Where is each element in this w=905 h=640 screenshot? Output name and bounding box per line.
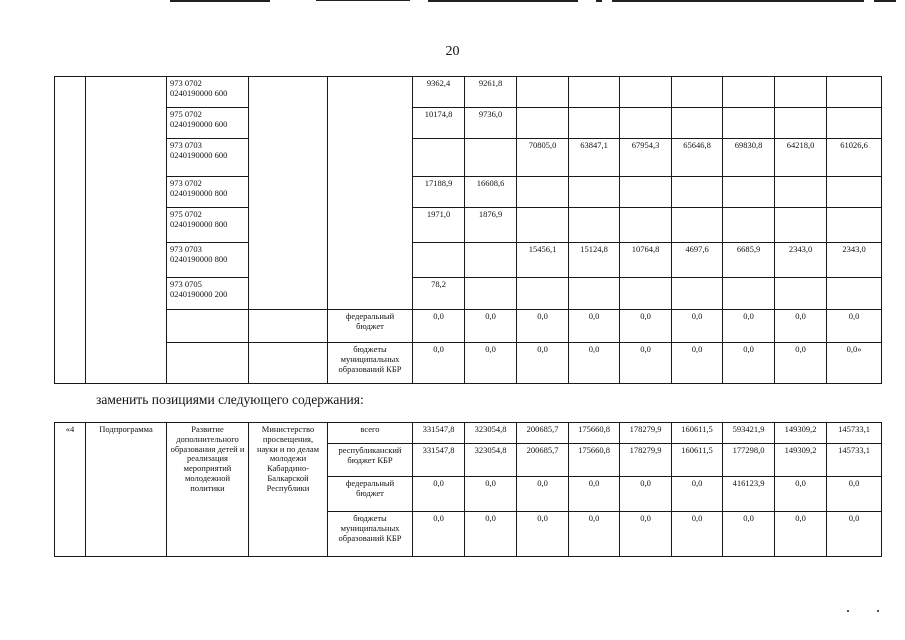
value-cell bbox=[465, 278, 517, 310]
budget-code: 973 0702 0240190000 600 bbox=[167, 77, 249, 108]
value-cell: 1971,0 bbox=[413, 208, 465, 243]
table-row bbox=[55, 77, 882, 108]
value-cell: 416123,9 bbox=[723, 477, 775, 512]
value-cell: 17188,9 bbox=[413, 177, 465, 208]
value-cell bbox=[620, 77, 672, 108]
value-cell: 0,0 bbox=[465, 310, 517, 343]
value-cell: 0,0 bbox=[517, 343, 569, 384]
value-cell bbox=[517, 77, 569, 108]
value-cell: 0,0 bbox=[465, 343, 517, 384]
value-cell bbox=[672, 108, 723, 139]
value-cell: 15124,8 bbox=[569, 243, 620, 278]
top-rule bbox=[428, 0, 578, 2]
value-cell: 593421,9 bbox=[723, 423, 775, 444]
value-cell: 0,0 bbox=[775, 512, 827, 557]
value-cell: 200685,7 bbox=[517, 444, 569, 477]
value-cell: 78,2 bbox=[413, 278, 465, 310]
funding-source: федеральный бюджет bbox=[328, 310, 413, 343]
value-cell: 0,0 bbox=[827, 477, 882, 512]
empty-cell bbox=[167, 310, 249, 343]
value-cell bbox=[517, 108, 569, 139]
value-cell: 177298,0 bbox=[723, 444, 775, 477]
value-cell: 10764,8 bbox=[620, 243, 672, 278]
budget-code: 973 0703 0240190000 800 bbox=[167, 243, 249, 278]
value-cell bbox=[723, 208, 775, 243]
table-row bbox=[55, 278, 882, 310]
value-cell: 175660,8 bbox=[569, 423, 620, 444]
value-cell: 0,0 bbox=[620, 310, 672, 343]
value-cell: 0,0 bbox=[413, 512, 465, 557]
value-cell bbox=[672, 177, 723, 208]
value-cell: 0,0 bbox=[775, 343, 827, 384]
value-cell: 178279,9 bbox=[620, 444, 672, 477]
scan-speck bbox=[877, 610, 879, 612]
funding-source: всего bbox=[328, 423, 413, 444]
value-cell: 0,0 bbox=[569, 310, 620, 343]
value-cell bbox=[620, 278, 672, 310]
value-cell: 9736,0 bbox=[465, 108, 517, 139]
value-cell bbox=[517, 278, 569, 310]
table-row bbox=[55, 208, 882, 243]
empty-cell bbox=[249, 343, 328, 384]
value-cell: 70805,0 bbox=[517, 139, 569, 177]
value-cell bbox=[569, 208, 620, 243]
budget-code: 975 0702 0240190000 800 bbox=[167, 208, 249, 243]
funding-source: бюджеты муниципальных образований КБР bbox=[328, 343, 413, 384]
value-cell: 0,0 bbox=[465, 512, 517, 557]
top-rule bbox=[612, 0, 864, 2]
value-cell bbox=[569, 77, 620, 108]
replace-phrase: заменить позициями следующего содержания: bbox=[96, 392, 364, 407]
page-number: 20 bbox=[445, 44, 460, 59]
value-cell bbox=[620, 108, 672, 139]
value-cell bbox=[827, 208, 882, 243]
value-cell bbox=[620, 208, 672, 243]
value-cell bbox=[775, 108, 827, 139]
value-cell bbox=[827, 177, 882, 208]
table-row bbox=[55, 343, 882, 384]
top-rule bbox=[170, 0, 270, 2]
value-cell: 0,0 bbox=[413, 343, 465, 384]
budget-table-top bbox=[54, 76, 882, 384]
budget-code: 975 0702 0240190000 600 bbox=[167, 108, 249, 139]
empty-cell bbox=[249, 310, 328, 343]
value-cell bbox=[672, 208, 723, 243]
value-cell bbox=[517, 177, 569, 208]
value-cell bbox=[723, 278, 775, 310]
value-cell: 2343,0 bbox=[827, 243, 882, 278]
value-cell: 10174,8 bbox=[413, 108, 465, 139]
budget-code: 973 0703 0240190000 600 bbox=[167, 139, 249, 177]
status-cell: Подпрограмма bbox=[86, 423, 167, 557]
value-cell bbox=[672, 77, 723, 108]
value-cell: 0,0 bbox=[775, 477, 827, 512]
value-cell bbox=[775, 208, 827, 243]
value-cell bbox=[827, 77, 882, 108]
value-cell bbox=[413, 243, 465, 278]
value-cell: 15456,1 bbox=[517, 243, 569, 278]
value-cell bbox=[775, 77, 827, 108]
value-cell: 67954,3 bbox=[620, 139, 672, 177]
value-cell bbox=[723, 177, 775, 208]
value-cell bbox=[465, 139, 517, 177]
value-cell: 0,0 bbox=[672, 310, 723, 343]
value-cell: 6685,9 bbox=[723, 243, 775, 278]
value-cell: 0,0 bbox=[827, 310, 882, 343]
value-cell: 0,0 bbox=[413, 477, 465, 512]
value-cell bbox=[620, 177, 672, 208]
value-cell: 0,0 bbox=[723, 512, 775, 557]
value-cell: 16608,6 bbox=[465, 177, 517, 208]
empty-cell bbox=[55, 77, 86, 384]
value-cell bbox=[569, 278, 620, 310]
budget-table-bottom bbox=[54, 422, 882, 557]
table-row bbox=[55, 243, 882, 278]
value-cell: 0,0 bbox=[517, 310, 569, 343]
value-cell: 145733,1 bbox=[827, 444, 882, 477]
value-cell: 65646,8 bbox=[672, 139, 723, 177]
value-cell: 149309,2 bbox=[775, 423, 827, 444]
value-cell: 160611,5 bbox=[672, 423, 723, 444]
empty-cell bbox=[328, 77, 413, 310]
value-cell: 0,0 bbox=[465, 477, 517, 512]
table-row bbox=[55, 423, 882, 444]
funding-source: республиканский бюджет КБР bbox=[328, 444, 413, 477]
value-cell: 0,0 bbox=[569, 512, 620, 557]
empty-cell bbox=[249, 77, 328, 310]
value-cell: 323054,8 bbox=[465, 423, 517, 444]
value-cell: 0,0» bbox=[827, 343, 882, 384]
value-cell: 0,0 bbox=[620, 343, 672, 384]
value-cell: 1876,9 bbox=[465, 208, 517, 243]
value-cell: 0,0 bbox=[672, 477, 723, 512]
value-cell bbox=[413, 139, 465, 177]
value-cell: 149309,2 bbox=[775, 444, 827, 477]
top-rule bbox=[316, 0, 410, 1]
value-cell: 323054,8 bbox=[465, 444, 517, 477]
table-row bbox=[55, 139, 882, 177]
value-cell: 0,0 bbox=[620, 512, 672, 557]
value-cell: 2343,0 bbox=[775, 243, 827, 278]
table-row bbox=[55, 108, 882, 139]
value-cell: 0,0 bbox=[672, 512, 723, 557]
row-number: «4 bbox=[55, 423, 86, 557]
funding-source: федеральный бюджет bbox=[328, 477, 413, 512]
value-cell: 0,0 bbox=[620, 477, 672, 512]
value-cell: 0,0 bbox=[775, 310, 827, 343]
empty-cell bbox=[86, 77, 167, 384]
value-cell: 64218,0 bbox=[775, 139, 827, 177]
value-cell bbox=[723, 77, 775, 108]
value-cell: 0,0 bbox=[413, 310, 465, 343]
responsible-executor: Министерство просвещения, науки и по делам молодежи Кабардино-Балкарской Республики bbox=[249, 423, 328, 557]
subprogram-name: Развитие дополнительного образования детей и реализация мероприятий молодежной политики bbox=[167, 423, 249, 557]
value-cell: 9261,8 bbox=[465, 77, 517, 108]
table-row bbox=[55, 310, 882, 343]
value-cell: 175660,8 bbox=[569, 444, 620, 477]
value-cell: 9362,4 bbox=[413, 77, 465, 108]
value-cell bbox=[569, 177, 620, 208]
value-cell: 0,0 bbox=[723, 343, 775, 384]
value-cell bbox=[569, 108, 620, 139]
value-cell: 0,0 bbox=[569, 477, 620, 512]
budget-code: 973 0702 0240190000 800 bbox=[167, 177, 249, 208]
value-cell: 160611,5 bbox=[672, 444, 723, 477]
value-cell: 145733,1 bbox=[827, 423, 882, 444]
value-cell bbox=[775, 278, 827, 310]
value-cell: 178279,9 bbox=[620, 423, 672, 444]
value-cell: 63847,1 bbox=[569, 139, 620, 177]
value-cell: 0,0 bbox=[517, 477, 569, 512]
value-cell: 61026,6 bbox=[827, 139, 882, 177]
value-cell: 0,0 bbox=[723, 310, 775, 343]
value-cell: 200685,7 bbox=[517, 423, 569, 444]
top-rule bbox=[874, 0, 896, 2]
value-cell bbox=[672, 278, 723, 310]
table-row bbox=[55, 177, 882, 208]
empty-cell bbox=[167, 343, 249, 384]
value-cell: 331547,8 bbox=[413, 423, 465, 444]
value-cell: 0,0 bbox=[517, 512, 569, 557]
funding-source: бюджеты муниципальных образований КБР bbox=[328, 512, 413, 557]
value-cell bbox=[827, 108, 882, 139]
value-cell: 4697,6 bbox=[672, 243, 723, 278]
scan-speck bbox=[847, 610, 849, 612]
value-cell: 331547,8 bbox=[413, 444, 465, 477]
value-cell: 0,0 bbox=[569, 343, 620, 384]
value-cell: 0,0 bbox=[672, 343, 723, 384]
budget-code: 973 0705 0240190000 200 bbox=[167, 278, 249, 310]
value-cell bbox=[723, 108, 775, 139]
value-cell bbox=[775, 177, 827, 208]
value-cell bbox=[517, 208, 569, 243]
value-cell: 0,0 bbox=[827, 512, 882, 557]
value-cell bbox=[827, 278, 882, 310]
value-cell bbox=[465, 243, 517, 278]
value-cell: 69830,8 bbox=[723, 139, 775, 177]
top-rule bbox=[596, 0, 602, 2]
